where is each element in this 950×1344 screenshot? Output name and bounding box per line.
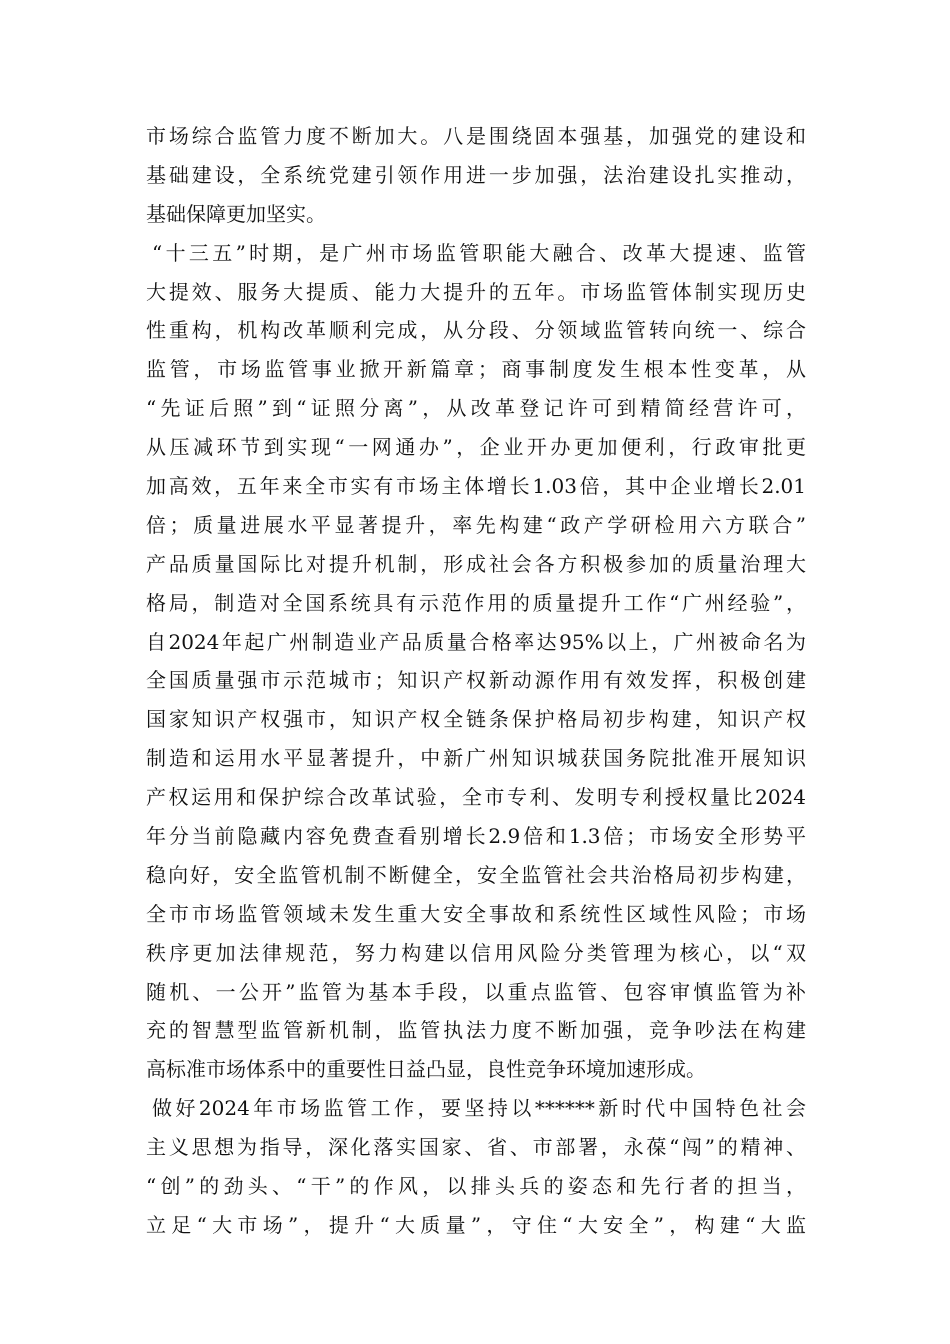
text-line: 主义思想为指导，深化落实国家、省、市部署，永葆“闯”的精神、 <box>146 1135 806 1160</box>
text-line: 全市市场监管领域未发生重大安全事故和系统性区域性风险；市场 <box>146 901 806 926</box>
text-line: 年分当前隐藏内容免费查看别增长2.9倍和1.3倍；市场安全形势平 <box>146 824 806 849</box>
text-line: 从压减环节到实现“一网通办”，企业开办更加便利，行政审批更 <box>146 435 806 460</box>
text-line: “十三五”时期，是广州市场监管职能大融合、改革大提速、监管 <box>152 240 806 265</box>
text-line: “先证后照”到“证照分离”，从改革登记许可到精简经营许可， <box>146 396 806 421</box>
text-line: 做好2024年市场监管工作，要坚持以******新时代中国特色社会 <box>152 1096 806 1121</box>
text-line: “创”的劲头、“干”的作风，以排头兵的姿态和先行者的担当， <box>146 1174 806 1199</box>
document-body <box>146 117 806 1245</box>
text-line: 秩序更加法律规范，努力构建以信用风险分类管理为核心，以“双 <box>146 940 806 965</box>
text-line: 加高效，五年来全市实有市场主体增长1.03倍，其中企业增长2.01 <box>146 474 806 499</box>
text-line: 随机、一公开”监管为基本手段，以重点监管、包容审慎监管为补 <box>146 979 806 1004</box>
text-line: 高标准市场体系中的重要性日益凸显，良性竞争环境加速形成。 <box>146 1057 706 1082</box>
text-line: 制造和运用水平显著提升，中新广州知识城获国务院批准开展知识 <box>146 746 806 771</box>
text-line: 稳向好，安全监管机制不断健全，安全监管社会共治格局初步构建， <box>146 862 806 887</box>
text-line: 自2024年起广州制造业产品质量合格率达95%以上，广州被命名为 <box>146 629 806 654</box>
text-line: 基础建设，全系统党建引领作用进一步加强，法治建设扎实推动， <box>146 162 806 187</box>
text-line: 基础保障更加坚实。 <box>146 201 326 226</box>
text-line: 格局，制造对全国系统具有示范作用的质量提升工作“广州经验”， <box>146 590 806 615</box>
text-line: 大提效、服务大提质、能力大提升的五年。市场监管体制实现历史 <box>146 279 806 304</box>
text-line: 产权运用和保护综合改革试验，全市专利、发明专利授权量比2024 <box>146 785 806 810</box>
text-line: 立足“大市场”，提升“大质量”，守住“大安全”，构建“大监 <box>146 1212 806 1237</box>
text-line: 产品质量国际比对提升机制，形成社会各方积极参加的质量治理大 <box>146 551 806 576</box>
text-line: 全国质量强市示范城市；知识产权新动源作用有效发挥，积极创建 <box>146 668 806 693</box>
text-line: 监管，市场监管事业掀开新篇章；商事制度发生根本性变革，从 <box>146 357 806 382</box>
text-line: 倍；质量进展水平显著提升，率先构建“政产学研检用六方联合” <box>146 512 806 537</box>
text-line: 性重构，机构改革顺利完成，从分段、分领域监管转向统一、综合 <box>146 318 806 343</box>
text-line: 市场综合监管力度不断加大。八是围绕固本强基，加强党的建设和 <box>146 124 806 148</box>
text-line: 国家知识产权强市，知识产权全链条保护格局初步构建，知识产权 <box>146 707 806 732</box>
text-line: 充的智慧型监管新机制，监管执法力度不断加强，竞争吵法在构建 <box>146 1018 806 1043</box>
